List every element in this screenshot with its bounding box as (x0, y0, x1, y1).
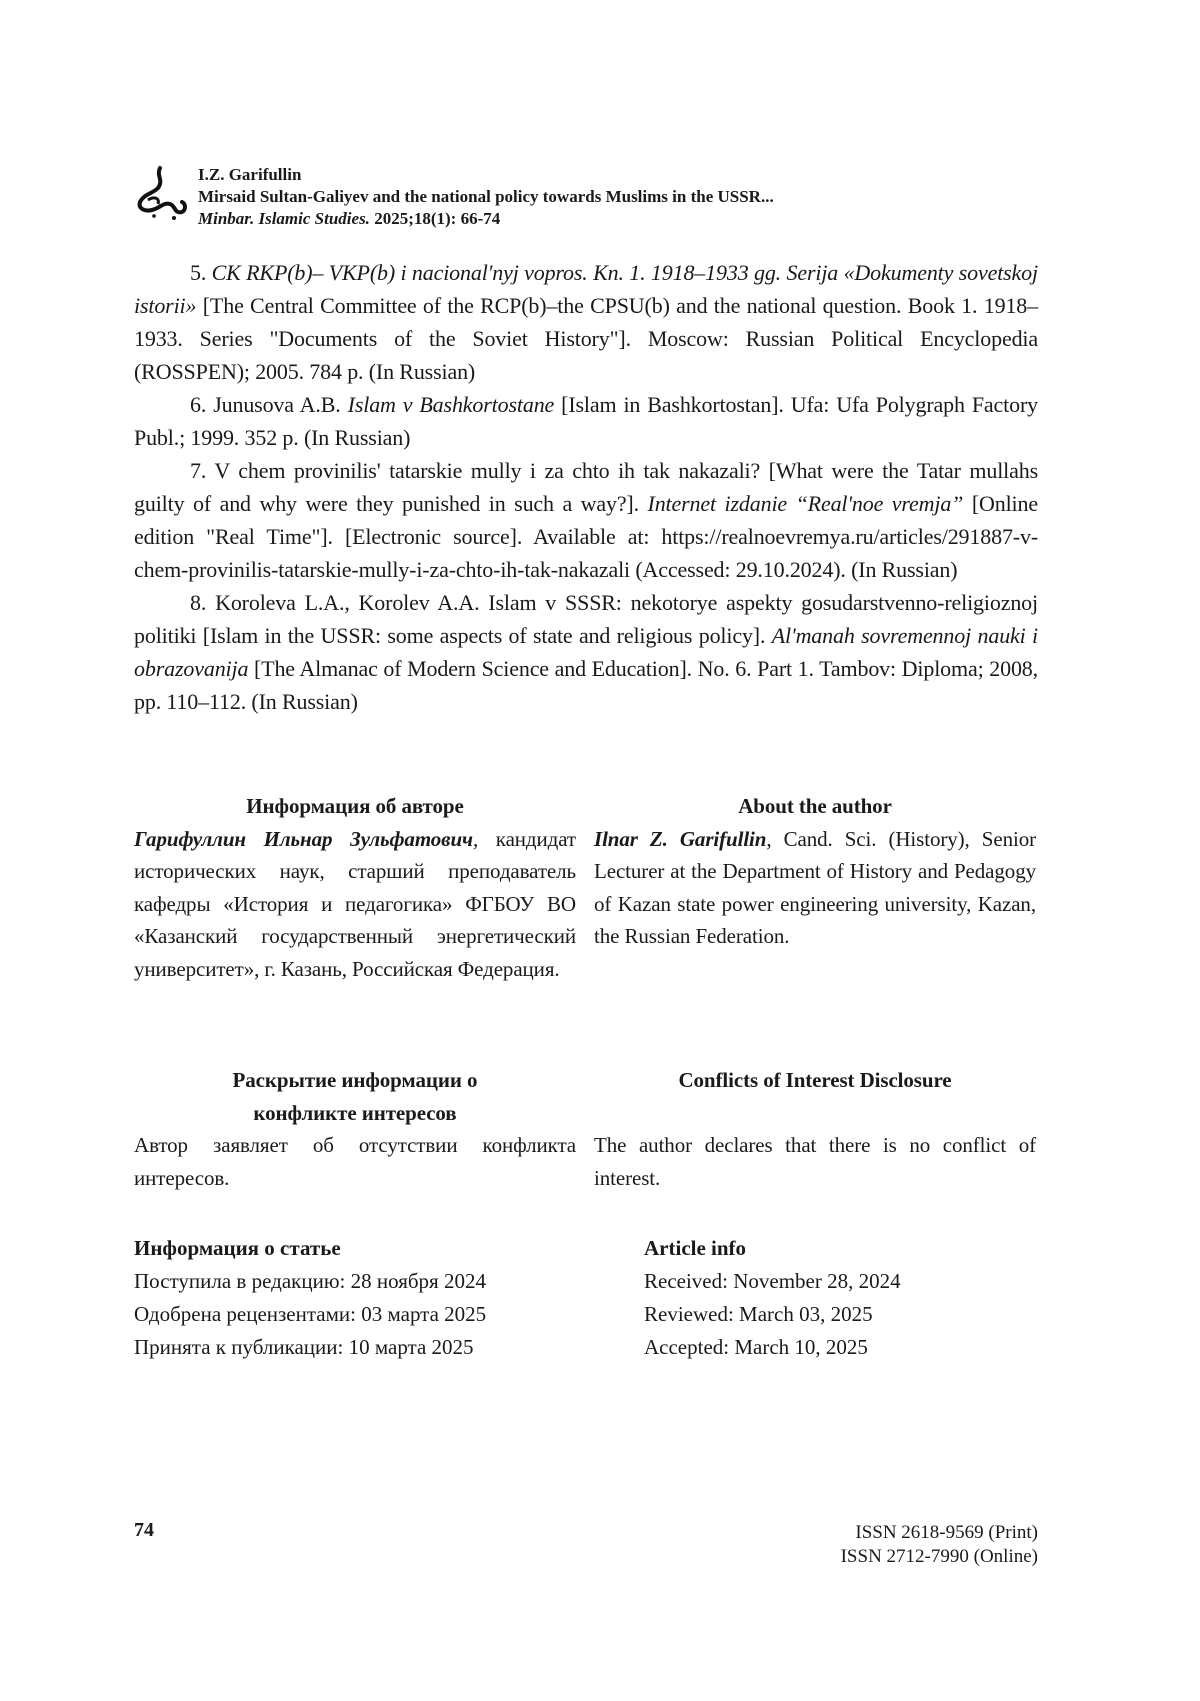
citation-numbers: 2025;18(1): 66-74 (374, 209, 501, 228)
page-number: 74 (134, 1519, 154, 1541)
journal-name: Minbar. Islamic Studies. (198, 209, 370, 228)
header-citation (198, 208, 774, 230)
article-info-en (644, 1232, 901, 1364)
section-heading: Раскрытие информации о конфликте интересов (232, 1068, 478, 1125)
reference-item: 8. Koroleva L.A., Korolev A.A. Islam v SSSR: nekotorye aspekty gosudarstvenno-religioznoj politiki [Islam in the USSR: some aspects of state and religious policy]. Al'manah sovremennoj nauki i obrazovanija [The Almanac of Modern Science and Education]. No. 6. Part 1. Tambov: Diploma; 2008, pp. 110–112. (In Russian) (134, 590, 1038, 714)
section-heading: Conflicts of Interest Disclosure (678, 1068, 952, 1092)
reference-item: 6. Junusova A.B. Islam v Bashkortostane [Islam in Bashkortostan]. Ufa: Ufa Polygraph Factory Publ.; 1999. 352 p. (In Russian) (134, 392, 1038, 450)
reference-list (134, 256, 1038, 718)
reference-item: 7. V chem provinilis' tatarskie mully i za chto ih tak nakazali? [What were the Tatar mullahs guilty of and why were they punished in such a way?]. Internet izdanie “Real'noe vremja” [Online edition "Real Time"]. [Electronic source]. Available at: https://realnoevremya.ru/articles/291887-v-chem-provinilis-tatarskie-mully-i-za-chto-ih-tak-nakazali (Accessed: 29.10.2024). (In Russian) (134, 458, 1039, 582)
conflicts-en (594, 1064, 1036, 1194)
section-heading: Информация о статье (134, 1236, 341, 1260)
conflicts-text-ru: Автор заявляет об отсутствии конфликта интересов. (134, 1133, 576, 1190)
author-bio-en: Ilnar Z. Garifullin, Cand. Sci. (History), Senior Lecturer at the Department of History and Pedagogy of Kazan state power engineering university, Kazan, the Russian Federation. (594, 826, 1036, 948)
header-author: I.Z. Garifullin (198, 165, 302, 184)
section-heading: Информация об авторе (246, 794, 464, 818)
conflicts-ru (134, 1064, 576, 1194)
article-info-ru (134, 1232, 486, 1364)
running-header (198, 164, 774, 230)
journal-logo-icon (130, 164, 190, 222)
date-reviewed: Одобрена рецензентами: 03 марта 2025 (134, 1302, 487, 1326)
section-heading: Article info (644, 1236, 747, 1260)
date-reviewed: Reviewed: March 03, 2025 (644, 1302, 873, 1326)
issn-online: ISSN 2712-7990 (Online) (840, 1546, 1038, 1567)
conflicts-text-en: The author declares that there is no conflict of interest. (594, 1133, 1036, 1190)
issn-print: ISSN 2618-9569 (Print) (855, 1522, 1038, 1543)
author-info-ru (134, 790, 576, 985)
date-received: Received: November 28, 2024 (644, 1269, 901, 1293)
date-accepted: Accepted: March 10, 2025 (644, 1335, 868, 1359)
author-bio-ru: Гарифуллин Ильнар Зульфатович, кандидат исторических наук, старший преподаватель кафедры «История и педагогика» ФГБОУ ВО «Казанский государственный энергетический университет», г. Казань, Российская Федерация. (134, 826, 576, 981)
reference-item: 5. CK RKP(b)– VKP(b) i nacional'nyj vopros. Kn. 1. 1918–1933 gg. Serija «Dokumenty sovetskoj istorii» [The Central Committee of the RCP(b)–the CPSU(b) and the national question. Book 1. 1918–1933. Series "Documents of the Soviet History"]. Moscow: Russian Political Encyclopedia (ROSSPEN); 2005. 784 p. (In Russian) (134, 260, 1038, 384)
header-title: Mirsaid Sultan-Galiyev and the national policy towards Muslims in the USSR... (198, 187, 774, 206)
author-info-en (594, 790, 1036, 953)
date-accepted: Принята к публикации: 10 марта 2025 (134, 1335, 474, 1359)
date-received: Поступила в редакцию: 28 ноября 2024 (134, 1269, 486, 1293)
issn-block (841, 1521, 1038, 1569)
section-heading: About the author (738, 794, 892, 818)
